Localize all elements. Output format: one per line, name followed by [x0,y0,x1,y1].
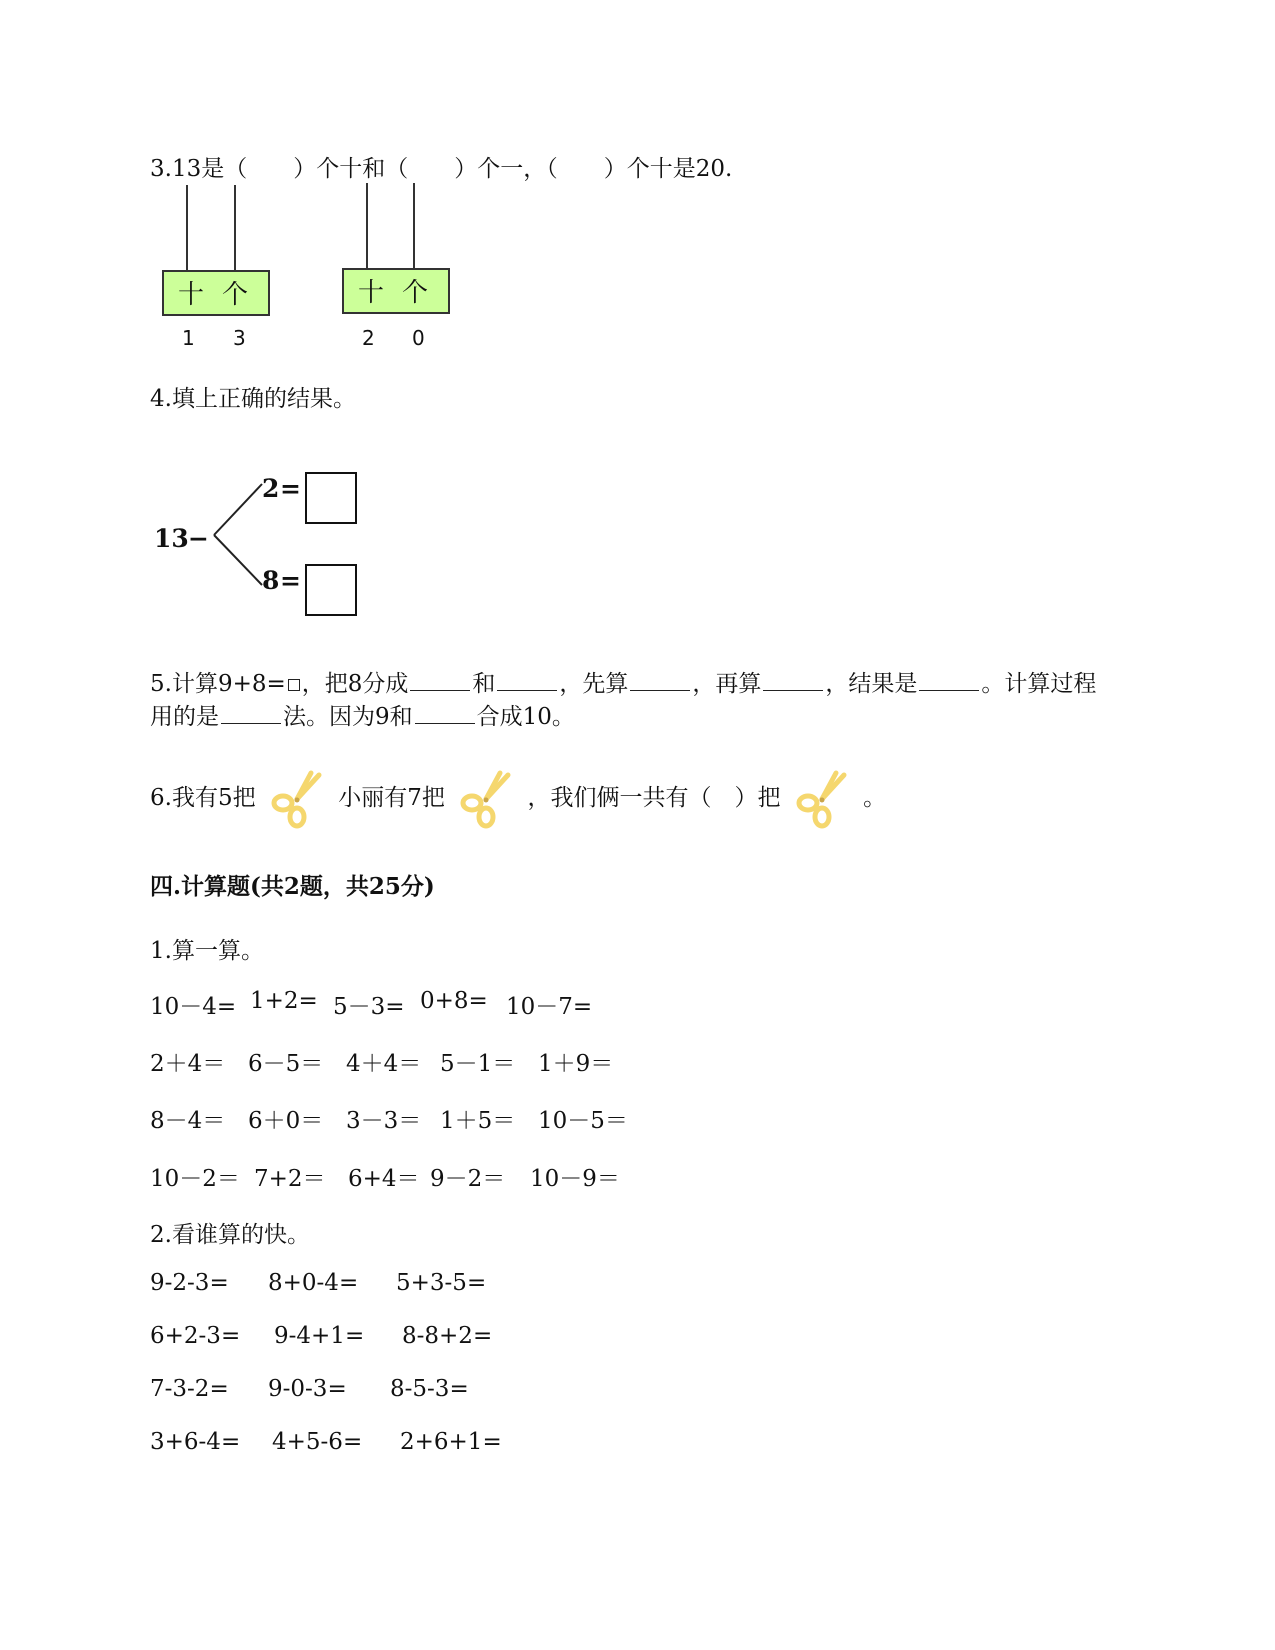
c1-expr: 0+8= [420,988,488,1014]
scissors-icon [792,769,852,829]
q5-blank-7[interactable] [415,705,475,724]
c2-expr: 2+6+1= [400,1429,502,1455]
tree-top-answer-box[interactable] [305,472,357,524]
c1-expr: 1+2= [250,988,318,1014]
q5-blank-6[interactable] [221,705,281,724]
scissors-icon [267,769,327,829]
abacus-2-ones-label: 个 [402,278,429,308]
c1-expr: 6－5＝ [248,1051,324,1077]
section-heading: 四.计算题(共2题，共25分) [150,873,435,900]
q5-blank-2[interactable] [497,672,557,691]
tree-bottom-number: 8 [262,566,280,595]
c2-title: 2.看谁算的快。 [150,1222,310,1248]
tree-minus-sign: − [188,524,209,553]
c1-expr: 6+4＝ [348,1166,420,1192]
c1-title: 1.算一算。 [150,938,264,964]
c1-expr: 10－4= [150,994,237,1020]
abacus-2-tens-digit: 2 [362,326,375,350]
c2-expr: 9-0-3= [268,1376,347,1402]
c2-expr: 9-4+1= [274,1323,365,1349]
c1-expr: 10－9＝ [530,1166,620,1192]
c1-expr: 7+2＝ [254,1166,326,1192]
c1-expr: 1＋5＝ [440,1108,516,1134]
c1-expr: 9－2＝ [430,1166,506,1192]
q5-answer-square [288,679,300,691]
q5-text-8: 用的是 [150,704,219,730]
q5-text-9: 法。因为9和 [283,704,413,730]
c1-expr: 2＋4＝ [150,1051,226,1077]
abacus-2-tens-label: 十 [358,278,385,308]
q6-line [150,768,886,829]
q5-text-4: ，先算 [559,671,629,697]
tree-root-number: 13 [154,524,189,553]
c1-expr: 10－2＝ [150,1166,240,1192]
c2-expr: 9-2-3= [150,1270,229,1296]
c2-expr: 8-8+2= [402,1323,493,1349]
q5-text-5: ，再算 [692,671,762,697]
q5-text-3: 和 [472,671,496,697]
c1-expr: 10－7= [506,994,593,1020]
c2-expr: 8-5-3= [390,1376,469,1402]
c1-expr: 8－4＝ [150,1108,226,1134]
scissors-icon [456,769,516,829]
q5-blank-5[interactable] [919,672,979,691]
c1-expr: 5－1＝ [440,1051,516,1077]
c1-expr: 3－3＝ [346,1108,422,1134]
q5-text-7: 。计算过程 [981,671,1097,697]
q5-text-10: 合成10。 [476,704,575,730]
tree-bottom-equals: = [280,566,301,595]
c2-expr: 4+5-6= [272,1429,363,1455]
q5-text-6: ，结果是 [825,671,918,697]
tree-top-number: 2 [262,474,280,503]
c2-expr: 6+2-3= [150,1323,241,1349]
q5-line-1 [150,665,1096,698]
q5-blank-1[interactable] [410,672,470,691]
abacus-1-tens-label: 十 [178,280,205,310]
c1-expr: 10－5＝ [538,1108,628,1134]
q6-text-1: 6.我有5把 [150,785,256,811]
q6-text-2: 小丽有7把 [338,785,445,811]
c2-expr: 8+0-4= [268,1270,359,1296]
c1-expr: 1＋9＝ [538,1051,614,1077]
q4-text: 4.填上正确的结果。 [150,386,356,412]
tree-top-equals: = [280,474,301,503]
q5-line-2 [150,698,575,731]
c2-expr: 3+6-4= [150,1429,241,1455]
q3-text: 3.13是（ ）个十和（ ）个一，（ ）个十是20. [150,156,733,182]
tree-branch-lines [210,480,270,590]
c1-expr: 4＋4＝ [346,1051,422,1077]
q5-blank-4[interactable] [763,672,823,691]
c2-expr: 5+3-5= [396,1270,487,1296]
abacus-2-ones-digit: 0 [412,326,425,350]
abacus-1-tens-digit: 1 [182,326,195,350]
q5-text-2: ，把8分成 [301,671,409,697]
q6-text-3: ，我们俩一共有（ ）把 [527,785,781,811]
c2-expr: 7-3-2= [150,1376,229,1402]
c1-expr: 6＋0＝ [248,1108,324,1134]
q5-text-1: 5.计算9+8= [150,671,286,697]
q6-text-4: 。 [863,785,887,811]
abacus-1-ones-digit: 3 [233,326,246,350]
q5-blank-3[interactable] [630,672,690,691]
tree-bottom-answer-box[interactable] [305,564,357,616]
c1-expr: 5－3= [333,994,405,1020]
abacus-1-ones-label: 个 [222,280,249,310]
